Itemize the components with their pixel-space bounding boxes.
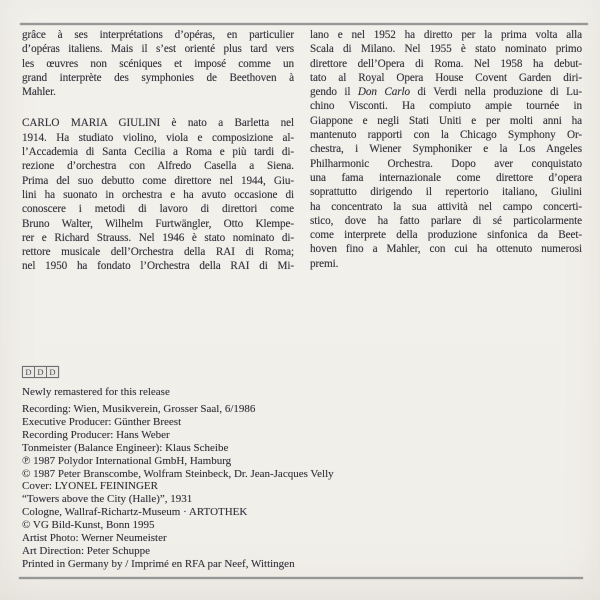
text-line: [22, 42, 294, 56]
text-span: ha concentrato la sua attività nel campo concerti-: [310, 200, 582, 213]
text-span: Cover: LYONEL FEININGER: [22, 480, 158, 493]
text-span: chestra, i Wiener Symphoniker e la Los Angeles: [310, 143, 582, 156]
text-span: l’Accademia di Santa Cecilia a Roma e più tardi di-: [22, 146, 294, 159]
text-line: [310, 242, 582, 256]
text-span: rezione d’orchestra con Alfredo Casella a Siena.: [22, 160, 294, 173]
credit-line: [22, 532, 582, 545]
text-span: hoven fino a Mahler, con cui ha ottenuto numerosi: [310, 243, 582, 256]
text-line: [22, 174, 294, 188]
text-line: [310, 57, 582, 71]
text-line: [310, 257, 582, 271]
text-line: [22, 217, 294, 231]
text-line: [22, 231, 294, 245]
text-line: [22, 85, 294, 99]
text-line: [22, 131, 294, 145]
text-span: stico, dove ha fatto parlare di sé particolarmente: [310, 214, 582, 227]
text-span: lano e nel 1952 ha diretto per la prima volta alla: [310, 29, 582, 41]
credit-line: [22, 429, 582, 442]
text-line: [310, 142, 582, 156]
text-span: Artist Photo: Werner Neumeister: [22, 532, 167, 545]
text-span: d’opéras italiens. Mais il s’est orienté plus tard vers: [22, 43, 294, 56]
text-span: Executive Producer: Günther Breest: [22, 415, 182, 428]
bottom-rule: [19, 577, 583, 579]
text-span: di Verdi nella produzione di Lu-: [409, 86, 582, 99]
text-line: [310, 85, 582, 99]
text-span: grand interprète des symphonies de Beethoven à: [22, 71, 294, 84]
credit-line: [22, 545, 582, 558]
credit-line: [22, 519, 582, 532]
text-line: [22, 245, 294, 259]
text-line: [310, 157, 582, 171]
credit-line: [22, 493, 582, 506]
text-span: una fama internazionale come direttore d’opera: [310, 171, 582, 184]
paragraph: [22, 28, 294, 99]
credit-line: [22, 455, 582, 468]
text-span: mantenuto rapporti con la Chicago Symphony Or-: [310, 129, 582, 142]
text-line: [22, 71, 294, 85]
text-span: rettore musicale dell’Orchestra della RAI di Roma;: [22, 246, 294, 259]
text-span: grâce à ses interprétations d’opéras, en particulier: [22, 29, 294, 41]
text-line: [22, 188, 294, 202]
text-line: [310, 71, 582, 85]
remaster-note: Newly remastered for this release: [22, 386, 170, 398]
text-span: Mahler.: [22, 86, 56, 99]
text-span: les œuvres non scéniques et imposé comme un: [22, 57, 294, 70]
ddd-letter: D: [46, 367, 58, 377]
text-line: [310, 185, 582, 199]
text-span: nel 1950 ha fondato l’Orchestra della RAI di Mi-: [22, 260, 294, 273]
text-line: [22, 28, 294, 42]
text-line: [310, 128, 582, 142]
text-line: [22, 159, 294, 173]
text-line: [310, 228, 582, 242]
text-span: Recording: Wien, Musikverein, Grosser Saal, 6/1986: [22, 403, 256, 415]
text-span: CARLO MARIA GIULINI è nato a Barletta nel: [22, 117, 294, 130]
text-line: [310, 28, 582, 42]
text-span: lini ha suonato in orchestra e ha avuto occasione di: [22, 188, 294, 201]
text-span: Scala di Milano. Nel 1955 è stato nominato primo: [310, 43, 582, 56]
ddd-logo: [22, 366, 59, 378]
text-span: Prima del suo debutto come direttore nel 1944, Giu-: [22, 174, 294, 187]
text-line: [22, 202, 294, 216]
text-line: [310, 99, 582, 113]
text-line: [310, 114, 582, 128]
credit-line: [22, 558, 582, 571]
text-span: Printed in Germany by / Imprimé en RFA par Neef, Wittingen: [22, 557, 295, 570]
italic-text: Don Carlo: [357, 86, 410, 99]
left-text-column: [22, 28, 294, 274]
text-span: “Towers above the City (Halle)”, 1931: [22, 493, 193, 506]
text-line: [310, 171, 582, 185]
text-span: Cologne, Wallraf-Richartz-Museum · ARTOTHEK: [22, 506, 248, 519]
text-span: ℗ 1987 Polydor International GmbH, Hamburg: [22, 454, 232, 467]
paragraph: [22, 116, 294, 273]
credits-block: [22, 403, 582, 571]
text-line: [22, 57, 294, 71]
credit-line: [22, 468, 582, 481]
text-span: Giappone e negli Stati Uniti e per molti anni ha: [310, 114, 582, 127]
text-span: rer e Richard Strauss. Nel 1946 è stato nominato di-: [22, 231, 294, 244]
text-line: [22, 145, 294, 159]
text-span: 1914. Ha studiato violino, viola e composizione al-: [22, 131, 294, 144]
text-span: come interprete della produzione sinfonica da Beet-: [310, 229, 582, 242]
text-span: Recording Producer: Hans Weber: [22, 428, 170, 441]
credit-line: [22, 403, 582, 416]
text-span: tato al Royal Opera House Covent Garden diri-: [310, 71, 582, 84]
text-line: [310, 42, 582, 56]
text-span: Philharmonic Orchestra. Dopo aver conquistato: [310, 157, 582, 170]
text-span: gendo il: [310, 86, 358, 99]
text-span: Bruno Walter, Wilhelm Furtwängler, Otto Klempe-: [22, 217, 294, 230]
text-span: premi.: [310, 257, 339, 270]
credit-line: [22, 480, 582, 493]
credit-line: [22, 416, 582, 429]
text-span: chino Visconti. Ha compiuto ampie tournée in: [310, 100, 582, 113]
top-rule: [20, 23, 588, 25]
text-span: direttore dell’Opera di Roma. Nel 1958 ha debut-: [310, 57, 582, 70]
credit-line: [22, 442, 582, 455]
text-span: Art Direction: Peter Schuppe: [22, 544, 150, 557]
text-span: © 1987 Peter Branscombe, Wolfram Steinbeck, Dr. Jean-Jacques Velly: [22, 467, 334, 480]
right-text-column: [310, 28, 582, 271]
credit-line: [22, 506, 582, 519]
text-line: [310, 200, 582, 214]
text-span: conoscere i metodi di lavoro di direttori come: [22, 203, 294, 216]
ddd-letter: D: [34, 367, 46, 377]
text-line: [310, 214, 582, 228]
paragraph: [310, 28, 582, 271]
ddd-letter: D: [25, 367, 32, 377]
text-span: © VG Bild-Kunst, Bonn 1995: [22, 519, 155, 532]
text-line: [22, 259, 294, 273]
text-line: [22, 116, 294, 130]
text-span: Tonmeister (Balance Engineer): Klaus Scheibe: [22, 441, 229, 454]
text-span: soprattutto dirigendo il repertorio italiano, Giulini: [310, 186, 582, 199]
